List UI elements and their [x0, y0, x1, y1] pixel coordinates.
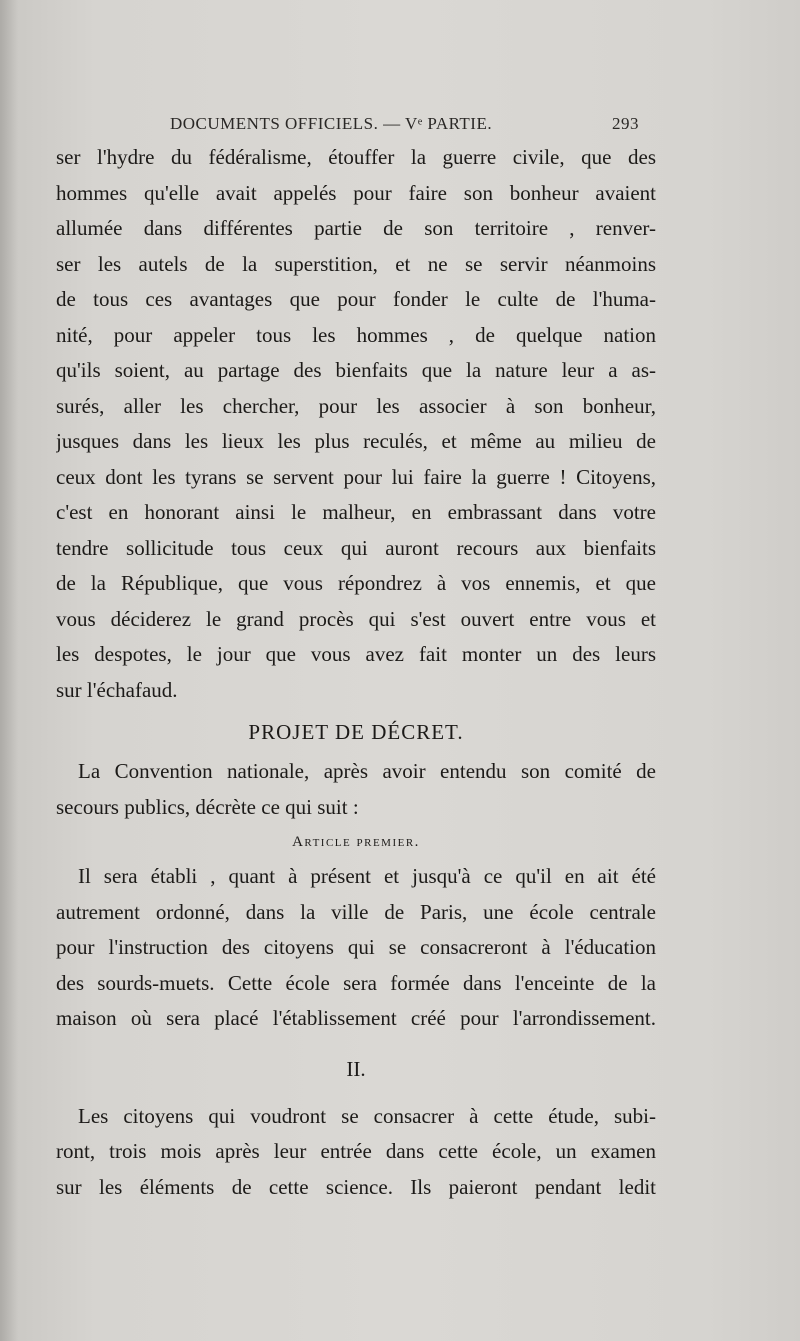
text-line: Il sera établi , quant à présent et jusqu'à ce qu'il en ait été: [78, 864, 656, 888]
text-line: de la République, que vous répondrez à vos ennemis, et que: [56, 571, 656, 595]
text-line: ser les autels de la superstition, et ne se servir néanmoins: [56, 251, 656, 276]
running-head: [52, 114, 652, 140]
paragraph-2: [56, 754, 656, 825]
text-line: de tous ces avantages que pour fonder le culte de l'huma-: [56, 287, 656, 311]
paragraph-3: [56, 859, 656, 1037]
text-line: secours publics, décrète ce qui suit :: [56, 794, 359, 819]
paragraph-1: [56, 140, 656, 708]
text-line: Les citoyens qui voudront se consacrer à cette étude, subi-: [78, 1103, 656, 1128]
text-line: ront, trois mois après leur entrée dans cette école, un examen: [56, 1139, 656, 1163]
text-line: maison où sera placé l'établissement créé pour l'arrondissement.: [56, 1006, 656, 1030]
text-line: La Convention nationale, après avoir entendu son comité de: [78, 759, 656, 783]
paragraph-4: [56, 1099, 656, 1206]
page-number: 293: [612, 114, 639, 133]
article-heading: Article premier.: [292, 834, 420, 850]
text-line: jusques dans les lieux les plus reculés, et même au milieu de: [56, 429, 656, 453]
text-line: qu'ils soient, au partage des bienfaits que la nature leur a as-: [56, 358, 656, 382]
text-line: nité, pour appeler tous les hommes , de quelque nation: [56, 322, 656, 347]
decree-heading: PROJET DE DÉCRET.: [248, 720, 464, 744]
running-head-title: DOCUMENTS OFFICIELS. — Vᵉ PARTIE.: [170, 114, 493, 133]
text-line: des sourds-muets. Cette école sera formée dans l'enceinte de la: [56, 970, 656, 995]
text-line: tendre sollicitude tous ceux qui auront recours aux bienfaits: [56, 535, 656, 560]
text-line: les despotes, le jour que vous avez fait monter un des leurs: [56, 642, 656, 666]
text-line: allumée dans différentes partie de son territoire , renver-: [56, 216, 656, 240]
text-line: sur l'échafaud.: [56, 677, 178, 702]
body-text: [56, 140, 656, 1205]
text-line: autrement ordonné, dans la ville de Paris, une école centrale: [56, 899, 656, 924]
page-edge-shadow: [0, 0, 18, 1341]
text-line: ceux dont les tyrans se servent pour lui faire la guerre ! Citoyens,: [56, 464, 656, 489]
text-line: vous déciderez le grand procès qui s'est ouvert entre vous et: [56, 606, 656, 631]
text-line: ser l'hydre du fédéralisme, étouffer la guerre civile, que des: [56, 145, 656, 169]
text-line: sur les éléments de cette science. Ils paieront pendant ledit: [56, 1174, 656, 1199]
text-line: c'est en honorant ainsi le malheur, en embrassant dans votre: [56, 500, 656, 524]
text-line: surés, aller les chercher, pour les associer à son bonheur,: [56, 393, 656, 418]
text-line: pour l'instruction des citoyens qui se consacreront à l'éducation: [56, 935, 656, 959]
section-numeral: II.: [346, 1056, 366, 1081]
text-line: hommes qu'elle avait appelés pour faire son bonheur avaient: [56, 180, 656, 205]
